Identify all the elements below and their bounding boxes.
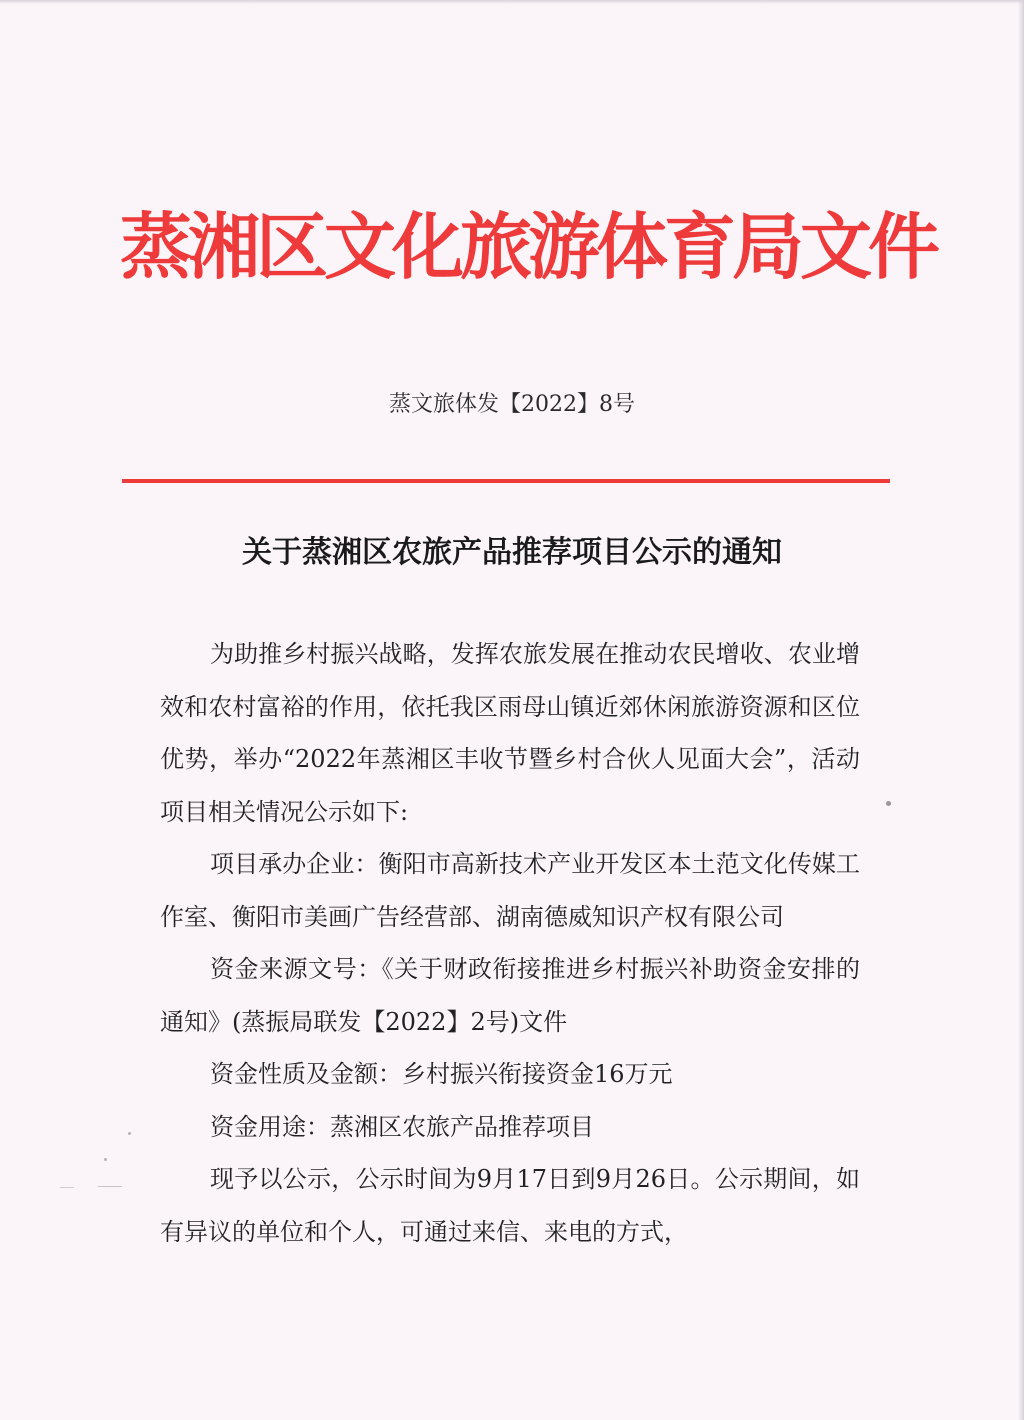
paragraph-intro: 为助推乡村振兴战略，发挥农旅发展在推动农民增收、农业增效和农村富裕的作用，依托我区雨母山镇近郊休闲旅游资源和区位优势，举办“2022年蒸湘区丰收节暨乡村合伙人见面大会”，活动项目相关情况公示如下: <box>160 640 860 826</box>
red-divider-line <box>122 479 890 483</box>
notice-body <box>160 628 860 1258</box>
scan-speck <box>60 1187 74 1188</box>
scan-speck <box>98 1186 122 1187</box>
paragraph-fund-nature-amount: 资金性质及金额：乡村振兴衔接资金16万元 <box>210 1060 673 1088</box>
paragraph-fund-source: 资金来源文号：《关于财政衔接推进乡村振兴补助资金安排的通知》(蒸振局联发【2022】2号)文件 <box>160 955 860 1036</box>
notice-title: 关于蒸湘区农旅产品推荐项目公示的通知 <box>242 535 782 570</box>
document-number: 蒸文旅体发【2022】8号 <box>389 392 635 417</box>
scan-speck <box>128 1132 131 1135</box>
paragraph-publicity-period: 现予以公示，公示时间为9月17日到9月26日。公示期间，如有异议的单位和个人，可通过来信、来电的方式， <box>160 1165 860 1246</box>
scan-speck <box>104 1158 107 1161</box>
issuing-authority-title: 蒸湘区文化旅游体育局文件 <box>120 205 937 289</box>
scan-speck <box>886 801 891 806</box>
scan-edge-top <box>0 0 1024 4</box>
paragraph-fund-usage: 资金用途：蒸湘区农旅产品推荐项目 <box>210 1112 594 1141</box>
paragraph-undertaking-company: 项目承办企业：衡阳市高新技术产业开发区本土范文化传媒工作室、衡阳市美画广告经营部、湖南德威知识产权有限公司 <box>160 850 860 931</box>
scan-edge-right <box>1018 0 1024 1420</box>
